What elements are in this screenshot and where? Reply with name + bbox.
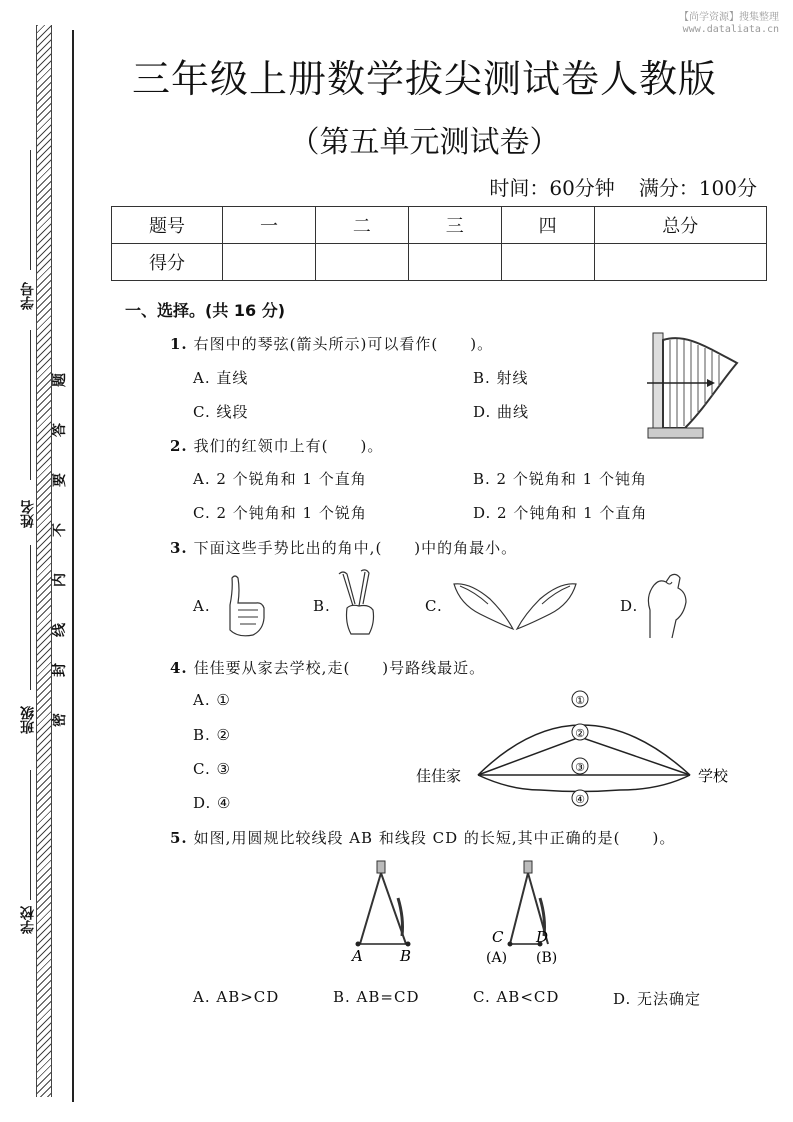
- time-score-line: [489, 172, 757, 201]
- question-2: [170, 435, 383, 456]
- option[interactable]: D. 曲线: [473, 403, 530, 421]
- question-3: [170, 537, 517, 558]
- page-title: 三年级上册数学拔尖测试卷人教版: [131, 57, 717, 101]
- route-label: ④: [575, 793, 585, 806]
- question-5: [170, 827, 675, 848]
- option[interactable]: D. 无法确定: [613, 990, 702, 1008]
- question-text: 如图,用圆规比较线段 AB 和线段 CD 的长短,其中正确的是( )。: [193, 829, 676, 847]
- table-cell: 题号: [112, 207, 223, 244]
- option[interactable]: B. 2 个锐角和 1 个钝角: [473, 470, 647, 488]
- option[interactable]: D.: [620, 597, 639, 615]
- point-label: D: [536, 928, 549, 946]
- option[interactable]: D. 2 个钝角和 1 个直角: [473, 504, 648, 522]
- option[interactable]: A. 2 个锐角和 1 个直角: [193, 470, 367, 488]
- option[interactable]: B. ②: [193, 726, 232, 744]
- route-label: ②: [575, 727, 585, 740]
- point-label: A: [352, 947, 363, 965]
- score-table-header-row: [112, 207, 767, 244]
- student-id-label: 学号: [20, 282, 36, 310]
- score-input-cell[interactable]: [594, 244, 767, 281]
- seal-char: 线: [52, 623, 68, 637]
- point-label: (A): [486, 950, 508, 966]
- page-subtitle: （第五单元测试卷）: [289, 125, 560, 160]
- score-input-cell[interactable]: [501, 244, 594, 281]
- point-label: B: [400, 947, 412, 965]
- option[interactable]: A. AB>CD: [193, 988, 280, 1006]
- table-cell: 四: [501, 207, 594, 244]
- name-blank: [30, 330, 31, 480]
- question-number: 2.: [170, 437, 188, 455]
- question-number: 4.: [170, 659, 188, 677]
- option[interactable]: A. ①: [193, 691, 231, 709]
- watermark-line: 【尚学资源】搜集整理: [679, 12, 779, 23]
- seal-char: 要: [52, 473, 68, 487]
- route-label: ①: [575, 694, 585, 707]
- compass-left-icon: [356, 861, 411, 947]
- binding-hatch-strip: [36, 25, 52, 1097]
- watermark-url: www.dataliata.cn: [682, 24, 779, 35]
- question-number: 3.: [170, 539, 188, 557]
- school-label: 学校: [20, 906, 36, 934]
- score-table: [111, 206, 767, 281]
- table-cell: 一: [223, 207, 316, 244]
- open-hands-gesture-icon: [450, 574, 580, 634]
- score-input-cell[interactable]: [408, 244, 501, 281]
- score-input-cell[interactable]: [315, 244, 408, 281]
- thumb-gesture-icon: [218, 570, 273, 640]
- point-label: (B): [536, 950, 558, 966]
- question-4: [170, 657, 485, 678]
- school-blank: [30, 770, 31, 900]
- score-input-cell[interactable]: [223, 244, 316, 281]
- question-number: 1.: [170, 335, 188, 353]
- table-cell: 三: [408, 207, 501, 244]
- question-number: 5.: [170, 829, 188, 847]
- harp-illustration: [645, 328, 745, 443]
- point-label: C: [492, 928, 504, 946]
- binding-border-line: [72, 30, 74, 1102]
- question-text: 佳佳要从家去学校,走( )号路线最近。: [193, 659, 486, 677]
- student-id-blank: [30, 150, 31, 270]
- section-title: 一、选择。(共 16 分): [125, 301, 286, 320]
- option[interactable]: C.: [425, 597, 443, 615]
- option[interactable]: C. 2 个钝角和 1 个锐角: [193, 504, 367, 522]
- question-1: [170, 333, 493, 354]
- question-text: 下面这些手势比出的角中,( )中的角最小。: [193, 539, 518, 557]
- seal-char: 答: [52, 423, 68, 437]
- table-cell: 总分: [594, 207, 767, 244]
- route-diagram: [410, 685, 750, 810]
- compass-diagram: [340, 858, 590, 973]
- seal-char: 密: [52, 713, 68, 727]
- option[interactable]: A.: [193, 597, 211, 615]
- score-label: 满分：100分: [638, 176, 757, 200]
- home-label: 佳佳家: [416, 767, 462, 785]
- class-label: 班级: [20, 706, 36, 734]
- option[interactable]: B. 射线: [473, 369, 529, 387]
- option[interactable]: A. 直线: [193, 369, 249, 387]
- school-label: 学校: [698, 767, 729, 785]
- time-label: 时间：60分钟: [489, 176, 615, 200]
- option[interactable]: C. AB<CD: [473, 988, 560, 1006]
- question-text: 右图中的琴弦(箭头所示)可以看作( )。: [193, 335, 494, 353]
- table-cell: 二: [315, 207, 408, 244]
- seal-char: 封: [52, 663, 68, 677]
- table-cell: 得分: [112, 244, 223, 281]
- watermark: [679, 12, 779, 36]
- option[interactable]: C. ③: [193, 760, 231, 778]
- seal-char: 题: [52, 373, 68, 387]
- score-table-score-row: [112, 244, 767, 281]
- class-blank: [30, 545, 31, 690]
- question-text: 我们的红领巾上有( )。: [193, 437, 384, 455]
- v-sign-gesture-icon: [335, 568, 380, 640]
- option[interactable]: C. 线段: [193, 403, 249, 421]
- option[interactable]: B. AB=CD: [333, 988, 420, 1006]
- option[interactable]: B.: [313, 597, 331, 615]
- seal-char: 内: [52, 573, 68, 587]
- option[interactable]: D. ④: [193, 794, 232, 812]
- seal-char: 不: [52, 523, 68, 537]
- pinch-gesture-icon: [640, 570, 695, 642]
- route-label: ③: [575, 761, 585, 774]
- name-label: 姓名: [20, 500, 36, 528]
